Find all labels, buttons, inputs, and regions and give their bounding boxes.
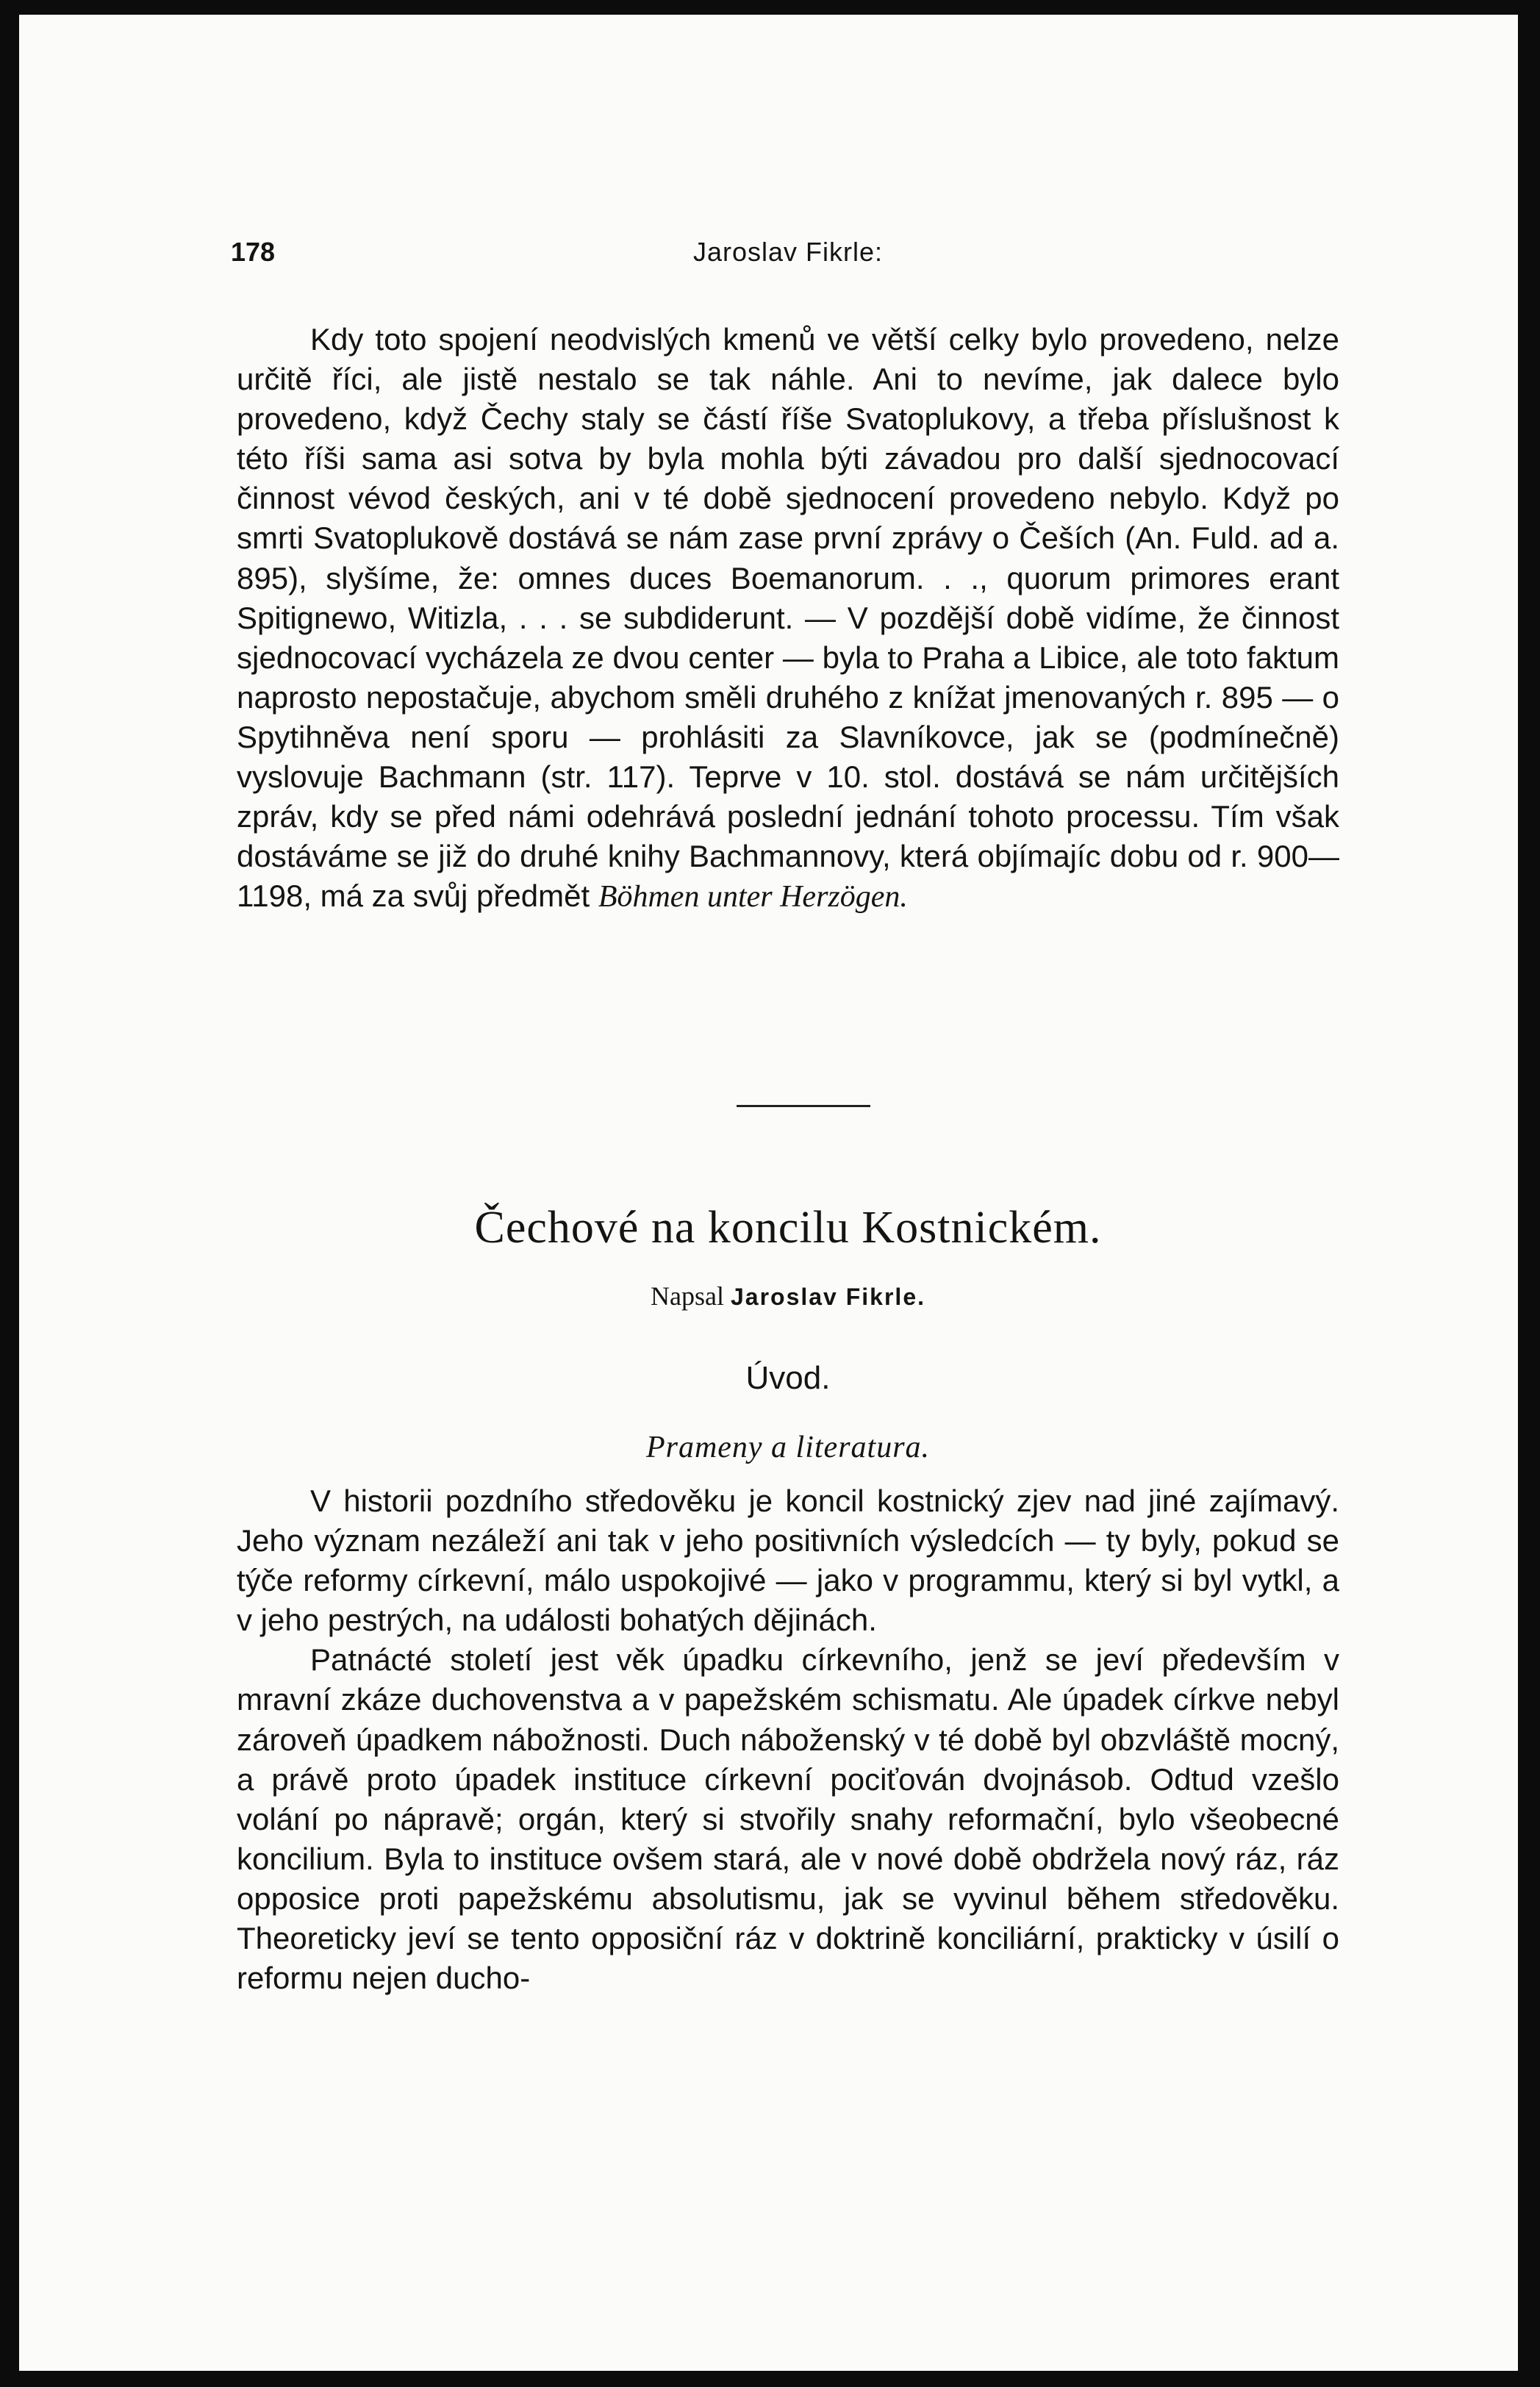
running-head (222, 228, 1354, 272)
book-page (19, 15, 1518, 2371)
section-heading: Úvod. (745, 1360, 831, 1396)
section-divider (737, 1105, 870, 1107)
paragraph-2: Patnácté století jest věk úpadku církevního, jenž se jeví především v mravní zkáze duchovenstva a v papežském schismatu. Ale úpadek církve nebyl zároveň úpadkem nábožnosti. Duch náboženský v té době byl obzvláště mocný, a právě proto úpadek instituce církevní pociťován dvojnásob. Odtud vzešlo volání po nápravě; orgán, který si stvořily snahy reformační, bylo všeobecné koncilium. Byla to instituce ovšem stará, ale v nové době obdržela nový ráz, ráz opposice proti papežskému absolutismu, jak se vyvinul během středověku. Theoreticky jeví se tento opposiční ráz v doktrině konciliární, prakticky v úsilí o reformu nejen ducho- (237, 1642, 1339, 1996)
article-body (237, 1481, 1339, 1998)
page-number: 178 (231, 237, 276, 267)
article-byline (222, 1281, 1354, 1311)
subsection-heading: Prameny a literatura. (645, 1431, 931, 1464)
byline-prefix: Napsal (651, 1281, 724, 1311)
paragraph-intro (237, 320, 1339, 917)
running-head-author: Jaroslav Fikrle: (692, 237, 884, 267)
paragraph-intro-italic: Böhmen unter Herzögen. (598, 880, 908, 915)
byline-author: Jaroslav Fikrle. (730, 1284, 925, 1310)
paragraph-intro-text: Kdy toto spojení neodvislých kmenů ve větší celky bylo provedeno, nelze určitě říci, ale jistě nestalo se tak náhle. Ani to nevíme, jak dalece bylo provedeno, když Čechy staly se částí říše Svatoplukovy, a třeba příslušnost k této říši sama asi sotva by byla mohla býti závadou pro další sjednocovací činnost vévod českých, ani v té době sjednocení provedeno nebylo. Když po smrti Svatoplukově dostává se nám zase první zprávy o Češích (An. Fuld. ad a. 895), slyšíme, že: omnes duces Boemanorum. . ., quorum primores erant Spitignewo, Witizla, . . . se subdiderunt. — V pozdější době vidíme, že činnost sjednocovací vycházela ze dvou center — byla to Praha a Libice, ale toto faktum naprosto nepostačuje, abychom směli druhého z knížat jmenovaných r. 895 — o Spytihněva není sporu — prohlásiti za Slavníkovce, jak se (podmínečně) vyslovuje Bachmann (str. 117). Teprve v 10. stol. dostává se nám určitějších zpráv, kdy se před námi odehrává poslední jednání tohoto processu. Tím však dostáváme se již do druhé knihy Bachmannovy, která objímajíc dobu od r. 900—1198, má za svůj předmět (237, 322, 1339, 914)
paragraph-1: V historii pozdního středověku je koncil kostnický zjev nad jiné zajímavý. Jeho význam nezáleží ani tak v jeho positivních výsledcích — ty byly, pokud se týče reformy církevní, málo uspokojivé — jako v programmu, který si byl vytkl, a v jeho pestrých, na události bohatých dějinách. (237, 1484, 1339, 1638)
article-title: Čechové na koncilu Kostnickém. (474, 1203, 1102, 1253)
